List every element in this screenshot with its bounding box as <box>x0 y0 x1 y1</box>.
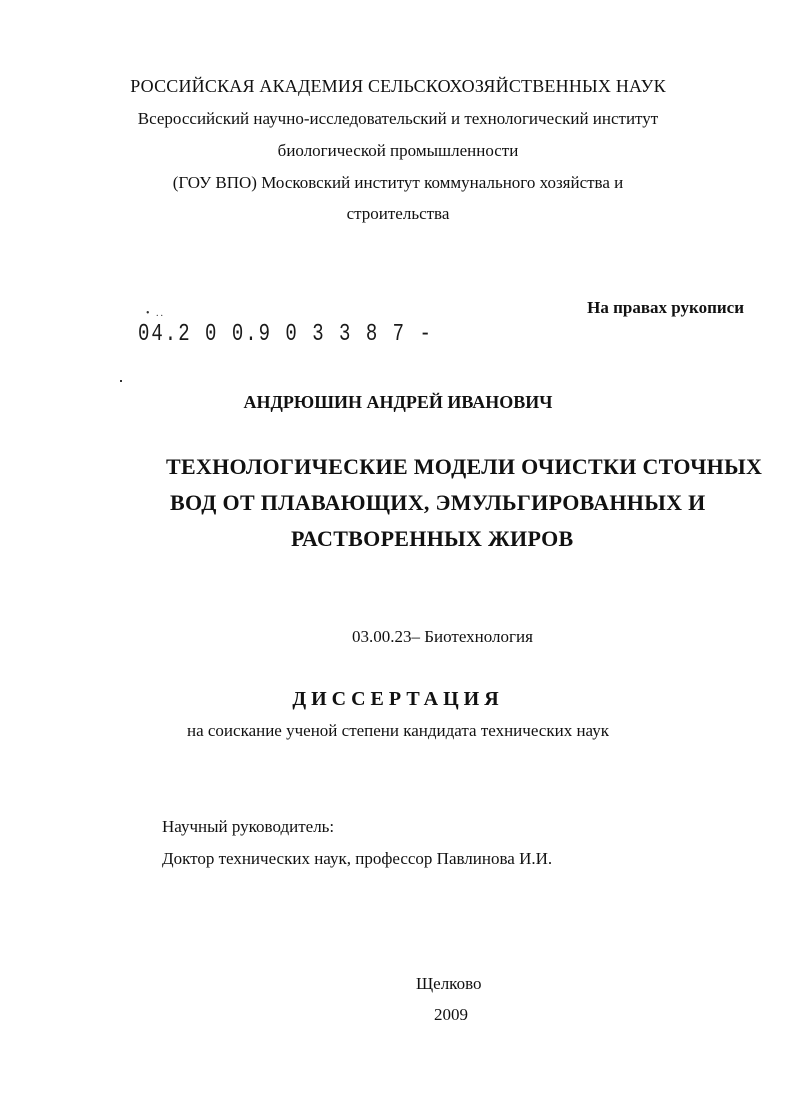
university-name-line-2: строительства <box>346 204 450 223</box>
year: 2009 <box>434 1005 468 1024</box>
university-name-line-1: (ГОУ ВПО) Московский институт коммунального хозяйства и <box>172 173 624 192</box>
specialty-code: 03.00.23– Биотехнология <box>352 627 533 646</box>
manuscript-rights-note: На правах рукописи <box>587 298 744 317</box>
degree-statement: на соискание ученой степени кандидата технических наук <box>186 721 609 740</box>
thesis-title-line-1: ТЕХНОЛОГИЧЕСКИЕ МОДЕЛИ ОЧИСТКИ СТОЧНЫХ <box>166 454 763 479</box>
archive-stamp-number: 04.2 0 0.9 0 3 3 8 7 - <box>138 320 433 348</box>
supervisor-name: Доктор технических наук, профессор Павлинова И.И. <box>162 849 553 868</box>
stamp-marks: • .. <box>146 308 166 319</box>
author-name: АНДРЮШИН АНДРЕЙ ИВАНОВИЧ <box>243 392 553 412</box>
scan-speck <box>120 380 122 382</box>
institute-name-line-1: Всероссийский научно-исследовательский и технологический институт <box>137 109 659 128</box>
thesis-title-line-3: РАСТВОРЕННЫХ ЖИРОВ <box>291 526 574 551</box>
city: Щелково <box>416 974 482 993</box>
document-type: ДИССЕРТАЦИЯ <box>292 688 504 710</box>
academy-name: РОССИЙСКАЯ АКАДЕМИЯ СЕЛЬСКОХОЗЯЙСТВЕННЫХ НАУК <box>130 76 666 96</box>
thesis-title-line-2: ВОД ОТ ПЛАВАЮЩИХ, ЭМУЛЬГИРОВАННЫХ И <box>170 490 706 515</box>
supervisor-label: Научный руководитель: <box>162 817 335 836</box>
institute-name-line-2: биологической промышленности <box>277 141 519 160</box>
